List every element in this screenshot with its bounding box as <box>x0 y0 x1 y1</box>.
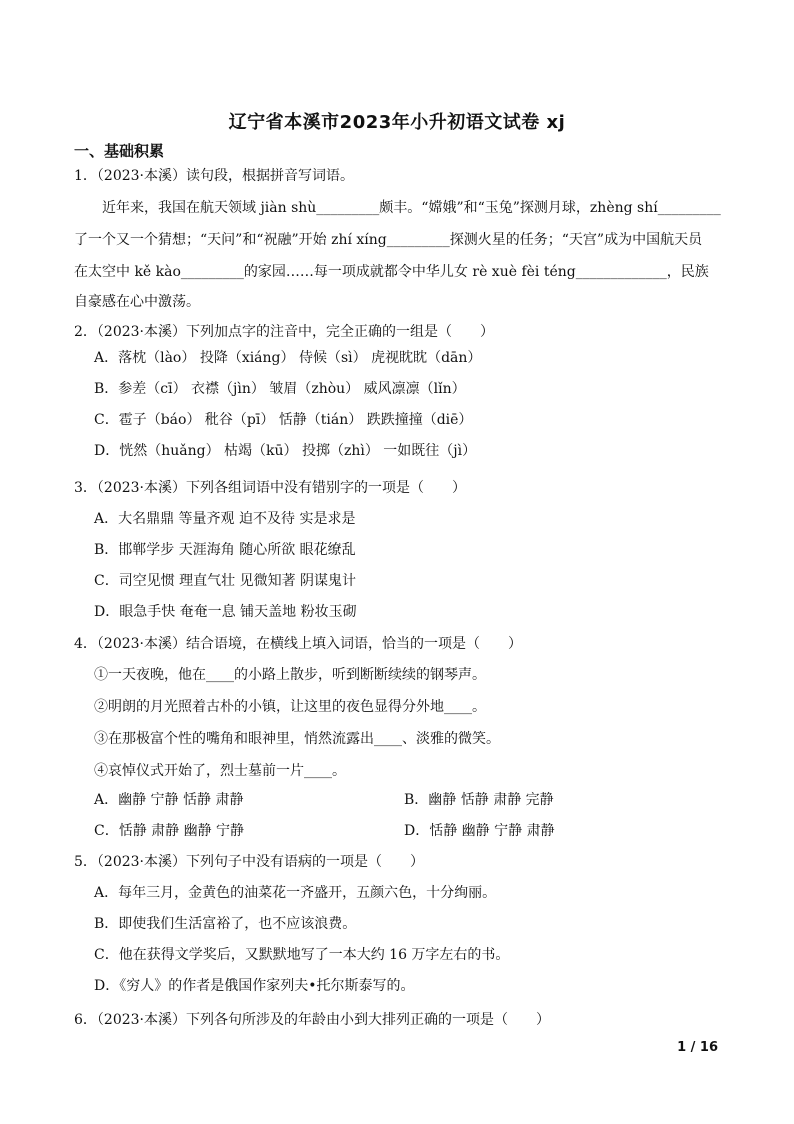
question-4-sentence-1: ①一天夜晚，他在____的小路上散步，听到断断续续的钢琴声。 <box>94 667 486 683</box>
question-2-option-a: A．落枕（lào） 投降（xiáng） 侍候（sì） 虎视眈眈（dān） <box>94 350 482 366</box>
question-4-option-c: C．恬静 肃静 幽静 宁静 <box>94 823 245 839</box>
question-2-option-c: C．雹子（báo） 秕谷（pī） 恬静（tián） 跌跌撞撞（diē） <box>94 412 473 428</box>
question-5-option-a: A．每年三月，金黄色的油菜花一齐盛开，五颜六色，十分绚丽。 <box>94 885 497 901</box>
section-heading: 一、基础积累 <box>74 142 165 160</box>
question-1-passage-line: 了一个又一个猜想；“天问”和“祝融”开始 zhí xíng_________探测火星的任务；“天宫”成为中国航天员 <box>74 232 703 248</box>
question-3-option-a: A．大名鼎鼎 等量齐观 迫不及待 实是求是 <box>94 511 356 527</box>
question-2-option-b: B．参差（cī） 衣襟（jìn） 皱眉（zhòu） 威风凛凛（lǐn） <box>94 381 466 397</box>
question-1-stem: 1．（2023·本溪）读句段，根据拼音写词语。 <box>74 168 354 184</box>
question-5-option-c: C．他在获得文学奖后，又默默地写了一本大约 16 万字左右的书。 <box>94 947 510 963</box>
question-1-passage-line: 近年来，我国在航天领域 jiàn shù_________颇丰。“嫦娥”和“玉兔”探测月球，zhèng shí_________ <box>74 200 721 216</box>
question-5-option-d: D．《穷人》的作者是俄国作家列夫•托尔斯泰写的。 <box>94 978 415 994</box>
question-3-stem: 3．（2023·本溪）下列各组词语中没有错别字的一项是（ ） <box>74 480 466 496</box>
exam-title: 辽宁省本溪市2023年小升初语文试卷 xj <box>228 112 566 133</box>
question-6-stem: 6．（2023·本溪）下列各句所涉及的年龄由小到大排列正确的一项是（ ） <box>74 1012 550 1028</box>
question-4-sentence-4: ④哀悼仪式开始了，烈士墓前一片____。 <box>94 763 346 779</box>
question-3-option-c: C．司空见惯 理直气壮 见微知著 阴谋鬼计 <box>94 573 357 589</box>
question-3-option-b: B．邯郸学步 天涯海角 随心所欲 眼花缭乱 <box>94 542 356 558</box>
question-5-option-b: B．即使我们生活富裕了，也不应该浪费。 <box>94 916 357 932</box>
question-4-sentence-3: ③在那极富个性的嘴角和眼神里，悄然流露出____、淡雅的微笑。 <box>94 731 500 747</box>
question-4-option-d: D．恬静 幽静 宁静 肃静 <box>404 823 555 839</box>
question-2-stem: 2．（2023·本溪）下列加点字的注音中，完全正确的一组是（ ） <box>74 324 494 340</box>
question-4-stem: 4．（2023·本溪）结合语境，在横线上填入词语，恰当的一项是（ ） <box>74 636 522 652</box>
page-number: 1 / 16 <box>677 1040 718 1055</box>
question-3-option-d: D．眼急手快 奄奄一息 铺天盖地 粉妆玉砌 <box>94 604 357 620</box>
question-4-sentence-2: ②明朗的月光照着古朴的小镇，让这里的夜色显得分外地____。 <box>94 699 486 715</box>
question-1-passage-line: 自豪感在心中激荡。 <box>74 294 200 310</box>
question-4-option-a: A．幽静 宁静 恬静 肃静 <box>94 792 244 808</box>
question-5-stem: 5．（2023·本溪）下列句子中没有语病的一项是（ ） <box>74 854 424 870</box>
question-1-passage-line: 在太空中 kě kào_________的家园……每一项成就都令中华儿女 rè xuè fèi téng_____________，民族 <box>74 264 709 280</box>
question-2-option-d: D．恍然（huǎng） 枯竭（kū） 投掷（zhì） 一如既往（jì） <box>94 443 477 459</box>
question-4-option-b: B．幽静 恬静 肃静 完静 <box>404 792 554 808</box>
